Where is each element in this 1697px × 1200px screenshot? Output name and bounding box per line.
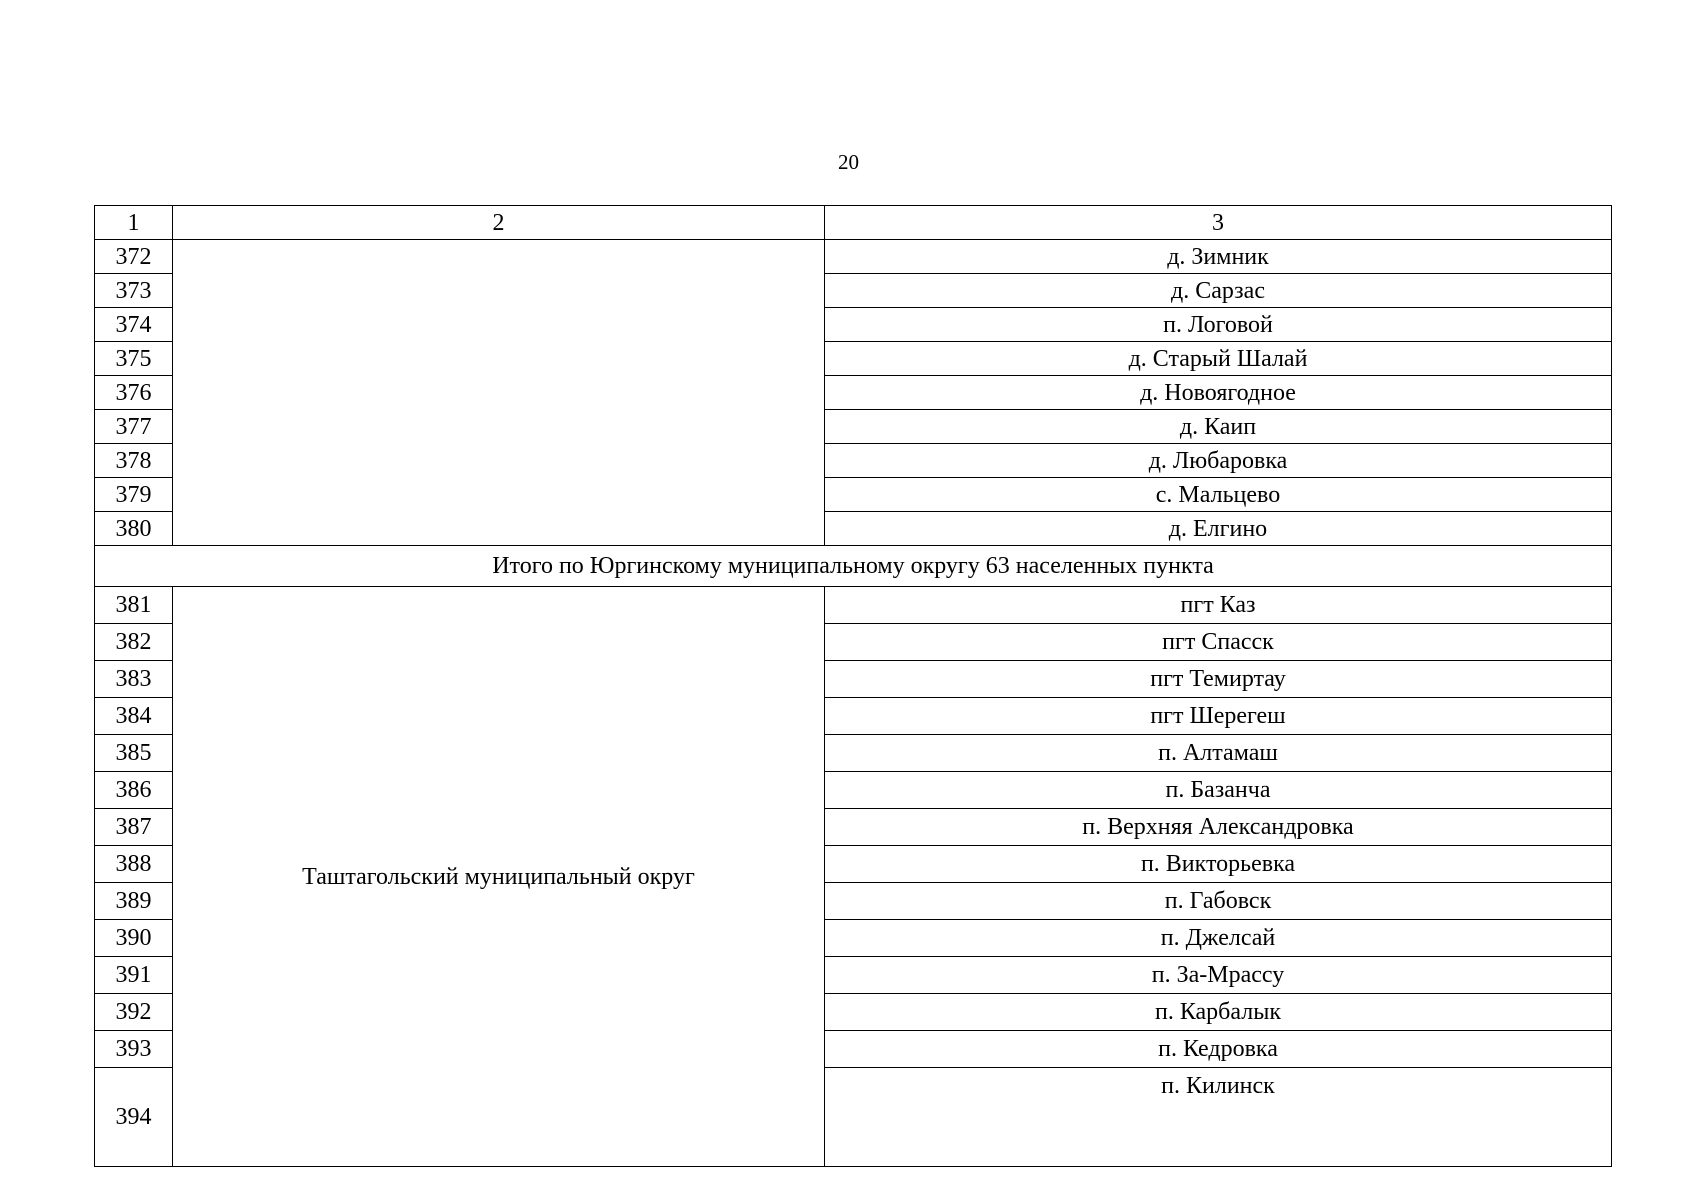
row-number: 385 (95, 735, 173, 772)
settlement-name: п. Кедровка (825, 1031, 1612, 1068)
row-number: 372 (95, 240, 173, 274)
settlement-name: д. Сарзас (825, 274, 1612, 308)
total-text: Итого по Юргинскому муниципальному округу 63 населенных пункта (95, 546, 1612, 587)
row-number: 383 (95, 661, 173, 698)
table-row (95, 587, 1612, 624)
settlement-name: п. Базанча (825, 772, 1612, 809)
row-number: 392 (95, 994, 173, 1031)
table-row (95, 240, 1612, 274)
row-number: 380 (95, 512, 173, 546)
row-number: 391 (95, 957, 173, 994)
settlement-name: д. Новоягодное (825, 376, 1612, 410)
settlement-name: п. Викторьевка (825, 846, 1612, 883)
row-number: 374 (95, 308, 173, 342)
row-number: 379 (95, 478, 173, 512)
settlement-name: п. Логовой (825, 308, 1612, 342)
settlement-name: п. Верхняя Александровка (825, 809, 1612, 846)
settlement-name: п. Габовск (825, 883, 1612, 920)
row-number: 388 (95, 846, 173, 883)
row-number: 384 (95, 698, 173, 735)
settlement-name: пгт Спасск (825, 624, 1612, 661)
column-header-3: 3 (825, 206, 1612, 240)
settlement-name: п. Карбалык (825, 994, 1612, 1031)
settlement-name: п. Алтамаш (825, 735, 1612, 772)
row-number: 375 (95, 342, 173, 376)
settlement-name: д. Любаровка (825, 444, 1612, 478)
settlement-name: пгт Темиртау (825, 661, 1612, 698)
row-number: 382 (95, 624, 173, 661)
row-number: 390 (95, 920, 173, 957)
row-number: 377 (95, 410, 173, 444)
district-cell: Таштагольский муниципальный округ (173, 587, 825, 1167)
settlement-name: д. Старый Шалай (825, 342, 1612, 376)
row-number: 378 (95, 444, 173, 478)
settlement-name: д. Елгино (825, 512, 1612, 546)
column-header-1: 1 (95, 206, 173, 240)
total-row (95, 546, 1612, 587)
row-number: 376 (95, 376, 173, 410)
row-number: 389 (95, 883, 173, 920)
settlement-name: д. Каип (825, 410, 1612, 444)
district-cell (173, 240, 825, 546)
settlement-name: д. Зимник (825, 240, 1612, 274)
settlement-name: п. За-Мрассу (825, 957, 1612, 994)
row-number: 381 (95, 587, 173, 624)
column-header-2: 2 (173, 206, 825, 240)
row-number: 393 (95, 1031, 173, 1068)
settlement-name: п. Джелсай (825, 920, 1612, 957)
row-number: 387 (95, 809, 173, 846)
row-number: 373 (95, 274, 173, 308)
settlement-name: п. Килинск (825, 1068, 1612, 1167)
settlement-name: с. Мальцево (825, 478, 1612, 512)
table-header-row (95, 206, 1612, 240)
settlements-table (94, 205, 1612, 1167)
row-number: 394 (95, 1068, 173, 1167)
row-number: 386 (95, 772, 173, 809)
settlement-name: пгт Шерегеш (825, 698, 1612, 735)
page-number: 20 (838, 150, 859, 174)
settlement-name: пгт Каз (825, 587, 1612, 624)
